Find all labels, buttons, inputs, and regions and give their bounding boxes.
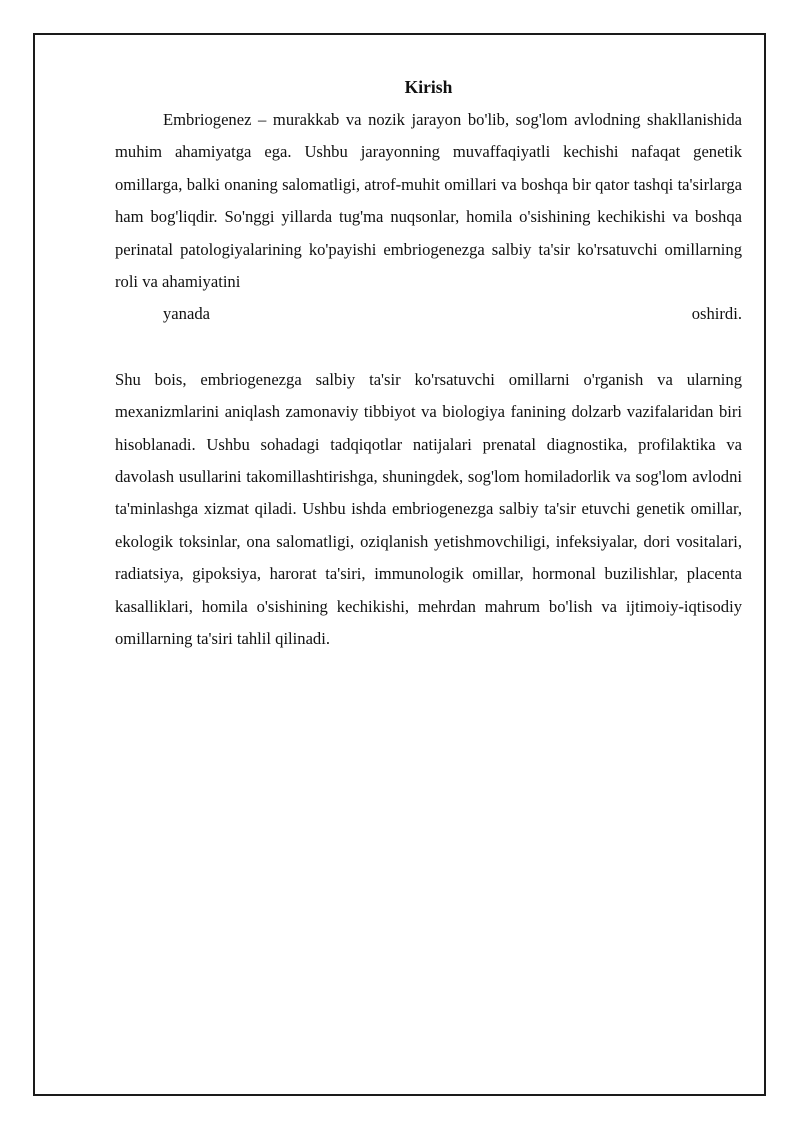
section-title: Kirish: [404, 77, 453, 97]
paragraph-intro-last-line: yanada oshirdi.: [163, 304, 742, 324]
paragraph-purpose: Shu bois, embriogenezga salbiy ta'sir ko'rsatuvchi omillarni o'rganish va ularning mexanizmlarini aniqlash zamonaviy tibbiyot va biologiya fanining dolzarb vazifalaridan biri hisoblanadi. Ushbu sohadagi tadqiqotlar natijalari prenatal diagnostika, profilaktika va davolash usullarini takomillashtirishga, shuningdek, sog'lom homiladorlik va sog'lom avlodni ta'minlashga xizmat qiladi. Ushbu ishda embriogenezga salbiy ta'sir etuvchi genetik omillar, ekologik toksinlar, ona salomatligi, oziqlanish yetishmovchiligi, infeksiyalar, dori vositalari, radiatsiya, gipoksiya, harorat ta'siri, immunologik omillar, hormonal buzilishlar, placenta kasalliklari, homila o'sishining kechikishi, mehrdan mahrum bo'lish va ijtimoiy-iqtisodiy omillarning ta'siri tahlil qilinadi.: [115, 369, 742, 649]
paragraph-intro: [115, 104, 742, 331]
document-body: [115, 74, 742, 656]
paragraph-intro-text: Embriogenez – murakkab va nozik jarayon bo'lib, sog'lom avlodning shakllanishida muhim ahamiyatga ega. Ushbu jarayonning muvaffaqiyatli kechishi nafaqat genetik omillarga, balki onaning salomatligi, atrof-muhit omillari va boshqa bir qator tashqi ta'sirlarga ham bog'liqdir. So'nggi yillarda tug'ma nuqsonlar, homila o'sishining kechikishi va boshqa perinatal patologiyalarining ko'payishi embriogenezga salbiy ta'sir ko'rsatuvchi omillarning roli va ahamiyatini: [115, 110, 742, 292]
paragraph-gap: [115, 331, 742, 364]
